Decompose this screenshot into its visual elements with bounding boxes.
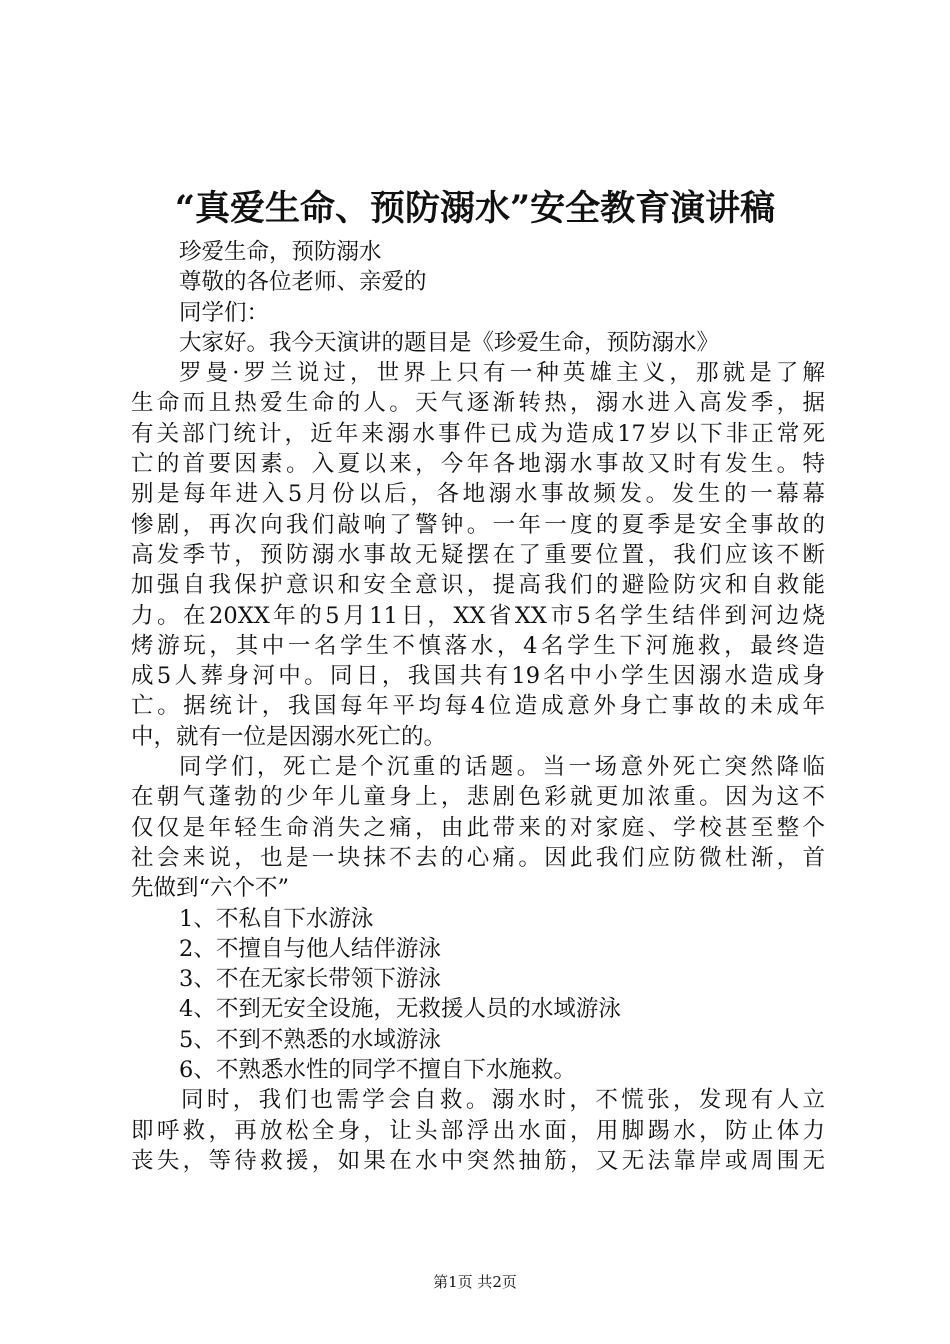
text-line: 生命而且热爱生命的人。天气逐渐转热，溺水进入高发季，据 xyxy=(131,390,825,417)
text-line: 仅仅是年轻生命消失之痛，由此带来的对家庭、学校甚至整个 xyxy=(131,814,825,841)
text-line: 亡。据统计，我国每年平均每4位造成意外身亡事故的未成年 xyxy=(131,693,825,720)
document-title: “真爱生命、预防溺水”安全教育演讲稿 xyxy=(174,188,776,229)
text-line: 即呼救，再放松全身，让头部浮出水面，用脚踢水，防止体力 xyxy=(131,1117,825,1144)
text-line: 同学们： xyxy=(179,299,270,326)
text-line: 同时，我们也需学会自救。溺水时，不慌张，发现有人立 xyxy=(181,1087,825,1114)
text-line: 大家好。我今天演讲的题目是《珍爱生命，预防溺水》 xyxy=(179,329,720,356)
text-line: 罗曼·罗兰说过，世界上只有一种英雄主义，那就是了解 xyxy=(179,360,825,387)
list-item: 5、不到不熟悉的水域游泳 xyxy=(179,1026,441,1053)
text-line: 中，就有一位是因溺水死亡的。 xyxy=(131,723,447,750)
text-line: 尊敬的各位老师、亲爱的 xyxy=(179,269,427,296)
page-footer: 第1页 共2页 xyxy=(433,1273,517,1291)
text-line: 力。在20XX年的5月11日，XX省XX市5名学生结伴到河边烧 xyxy=(131,602,825,629)
text-line: 惨剧，再次向我们敲响了警钟。一年一度的夏季是安全事故的 xyxy=(131,511,825,538)
text-line: 有关部门统计，近年来溺水事件已成为造成17岁以下非正常死 xyxy=(131,420,825,447)
list-item: 4、不到无安全设施，无救援人员的水域游泳 xyxy=(179,996,621,1023)
list-item: 2、不擅自与他人结伴游泳 xyxy=(179,935,441,962)
list-item: 3、不在无家长带领下游泳 xyxy=(179,966,441,993)
text-line: 同学们，死亡是个沉重的话题。当一场意外死亡突然降临 xyxy=(179,754,825,781)
list-item: 6、不熟悉水性的同学不擅自下水施救。 xyxy=(179,1057,576,1084)
list-item: 1、不私自下水游泳 xyxy=(179,905,374,932)
text-line: 成5人葬身河中。同日，我国共有19名中小学生因溺水造成身 xyxy=(131,663,825,690)
text-line: 社会来说，也是一块抹不去的心痛。因此我们应防微杜渐，首 xyxy=(131,844,825,871)
text-line: 烤游玩，其中一名学生不慎落水，4名学生下河施救，最终造 xyxy=(131,632,825,659)
text-line: 高发季节，预防溺水事故无疑摆在了重要位置，我们应该不断 xyxy=(131,541,825,568)
document-body xyxy=(131,237,825,1176)
text-line: 珍爱生命，预防溺水 xyxy=(179,239,382,265)
text-line: 在朝气蓬勃的少年儿童身上，悲剧色彩就更加浓重。因为这不 xyxy=(131,784,825,811)
text-line: 加强自我保护意识和安全意识，提高我们的避险防灾和自救能 xyxy=(131,572,825,599)
text-line: 丧失，等待救援，如果在水中突然抽筋，又无法靠岸或周围无 xyxy=(131,1147,825,1174)
text-line: 亡的首要因素。入夏以来，今年各地溺水事故又时有发生。特 xyxy=(131,451,825,478)
text-line: 别是每年进入5月份以后，各地溺水事故频发。发生的一幕幕 xyxy=(131,481,825,508)
text-line: 先做到“六个不” xyxy=(131,875,290,902)
